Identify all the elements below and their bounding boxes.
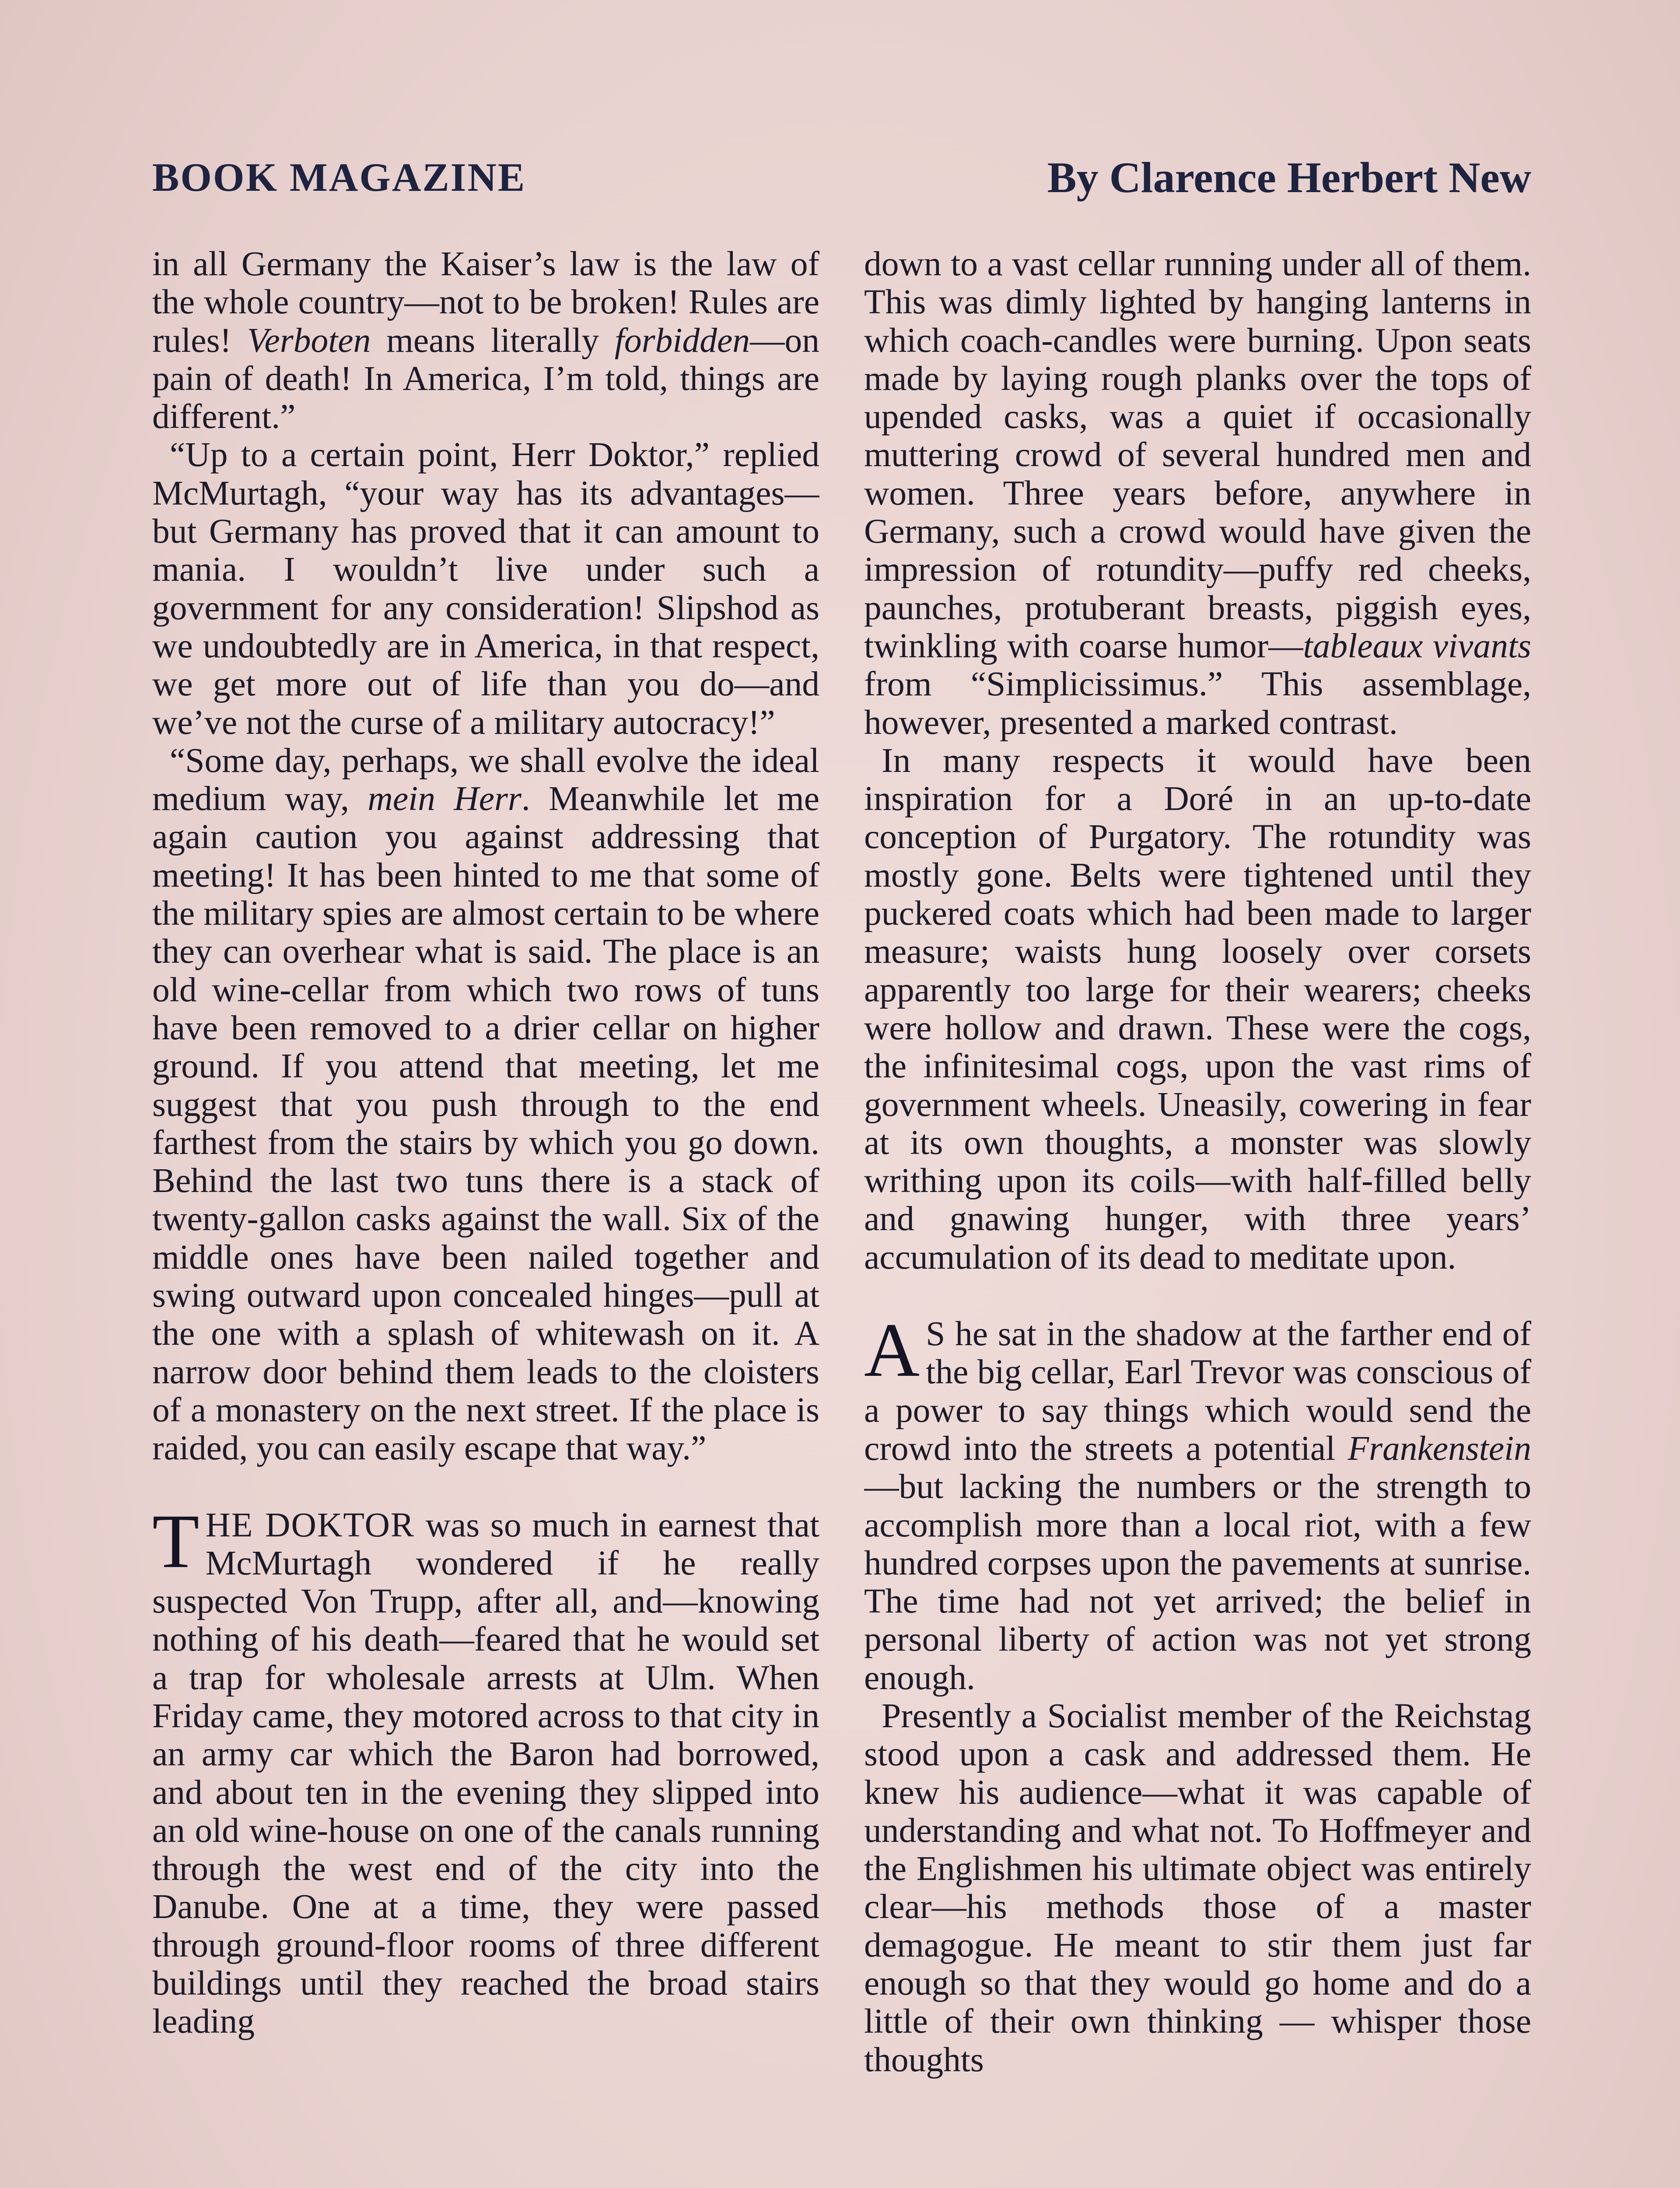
text-run: —on pain of death! In America, I’m told, things are different.” bbox=[152, 321, 819, 436]
left-column bbox=[152, 245, 819, 2188]
text-run: from “Simplicissimus.” This assemblage, however, presented a marked contrast. bbox=[864, 665, 1531, 742]
section-break bbox=[152, 1468, 819, 1506]
right-column bbox=[864, 245, 1531, 2188]
italic-text: mein Herr bbox=[368, 779, 522, 818]
drop-cap-t: T bbox=[152, 1498, 200, 1584]
text-run: means literally bbox=[371, 321, 615, 360]
drop-cap-a: A bbox=[864, 1308, 920, 1393]
text-run: S he sat in the shadow at the farther end of the big cellar, Earl Trevor was conscious of a power to say things which would send the crowd into the streets a potential bbox=[864, 1315, 1531, 1468]
text-run: “Some day, perhaps, we shall evolve the ideal medium way, bbox=[152, 741, 819, 818]
left-paragraph-4 bbox=[152, 1498, 819, 2041]
text-run: in all Germany the Kaiser’s law is the law of the whole country—not to be broken! Rules are rules! bbox=[152, 245, 819, 360]
right-paragraph-1 bbox=[864, 245, 1531, 742]
italic-text: forbidden bbox=[614, 321, 750, 360]
text-run: —but lacking the numbers or the strength to accomplish more than a local riot, with a few hundred corpses upon the pavements at sunrise. The time had not yet arrived; the belief in personal liberty of action was not yet strong enough. bbox=[864, 1467, 1531, 1697]
right-paragraph-3-body bbox=[864, 1308, 1531, 1697]
left-paragraph-4-body: was so much in earnest that McMurtagh wondered if he really suspected Von Trupp, after all, and—knowing nothing of his death—feared that he would set a trap for wholesale arrests at Ulm. When Friday came, they motored across to that city in an army car which the Baron had borrowed, and about ten in the evening they slipped into an old wine-house on one of the canals running through the west end of the city into the Danube. One at a time, they were passed through ground-floor rooms of three different buildings until they reached the broad stairs leading bbox=[152, 1505, 819, 2041]
running-head bbox=[152, 149, 1531, 206]
section-lead-in: HE DOKTOR bbox=[205, 1505, 415, 1544]
italic-text: Frankenstein bbox=[1348, 1429, 1531, 1468]
text-run: down to a vast cellar running under all of them. This was dimly lighted by hanging lanterns in which coach-candles were burning. Upon seats made by laying rough planks over the tops of upended casks, was a quiet if occasionally muttering crowd of several hundred men and women. Three years before, anywhere in Germany, such a crowd would have given the impression of rotundity—puffy red cheeks, paunches, protuberant breasts, piggish eyes, twinkling with coarse humor— bbox=[864, 245, 1531, 665]
italic-text: Verboten bbox=[247, 321, 371, 360]
right-paragraph-4: Presently a Socialist member of the Reichstag stood upon a cask and addressed them. He knew his audience—what it was capable of understanding and what not. To Hoffmeyer and the Englishmen his ultimate object was entirely clear—his methods those of a master demagogue. He meant to stir them just far enough so that they would go home and do a little of their own thinking — whisper those thoughts bbox=[864, 1696, 1531, 2079]
left-paragraph-3 bbox=[152, 742, 819, 1468]
author-byline: By Clarence Herbert New bbox=[1047, 153, 1531, 202]
italic-text: tableaux vivants bbox=[1303, 626, 1531, 665]
left-paragraph-2: “Up to a certain point, Herr Doktor,” replied McMurtagh, “your way has its advantages—but Germany has proved that it can amount to mania. I wouldn’t live under such a government for any consideration! Slipshod as we undoubtedly are in America, in that respect, we get more out of life than you do—and we’ve not the curse of a military autocracy!” bbox=[152, 435, 819, 742]
magazine-title: BOOK MAGAZINE bbox=[152, 155, 526, 200]
text-run: . Meanwhile let me again caution you against addressing that meeting! It has been hinted to me that some of the military spies are almost certain to be where they can overhear what is said. The place is an old wine-cellar from which two rows of tuns have been removed to a drier cellar on higher ground. If you attend that meeting, let me suggest that you push through to the end farthest from the stairs by which you go down. Behind the last two tuns there is a stack of twenty-gallon casks against the wall. Six of the middle ones have been nailed together and swing outward upon concealed hinges—pull at the one with a splash of whitewash on it. A narrow door behind them leads to the cloisters of a monastery on the next street. If the place is raided, you can easily escape that way.” bbox=[152, 779, 819, 1468]
right-paragraph-2: In many respects it would have been inspiration for a Doré in an up-to-date conception of Purgatory. The rotundity was mostly gone. Belts were tightened until they puckered coats which had been made to larger measure; waists hung loosely over corsets apparently too large for their wearers; cheeks were hollow and drawn. These were the cogs, the infinitesimal cogs, upon the vast rims of government wheels. Uneasily, cowering in fear at its own thoughts, a monster was slowly writhing upon its coils—with half-filled belly and gnawing hunger, with three years’ accumulation of its dead to meditate upon. bbox=[864, 741, 1531, 1276]
right-paragraph-3 bbox=[864, 1308, 1531, 1697]
left-paragraph-1 bbox=[152, 245, 819, 436]
section-break bbox=[864, 1276, 1531, 1315]
